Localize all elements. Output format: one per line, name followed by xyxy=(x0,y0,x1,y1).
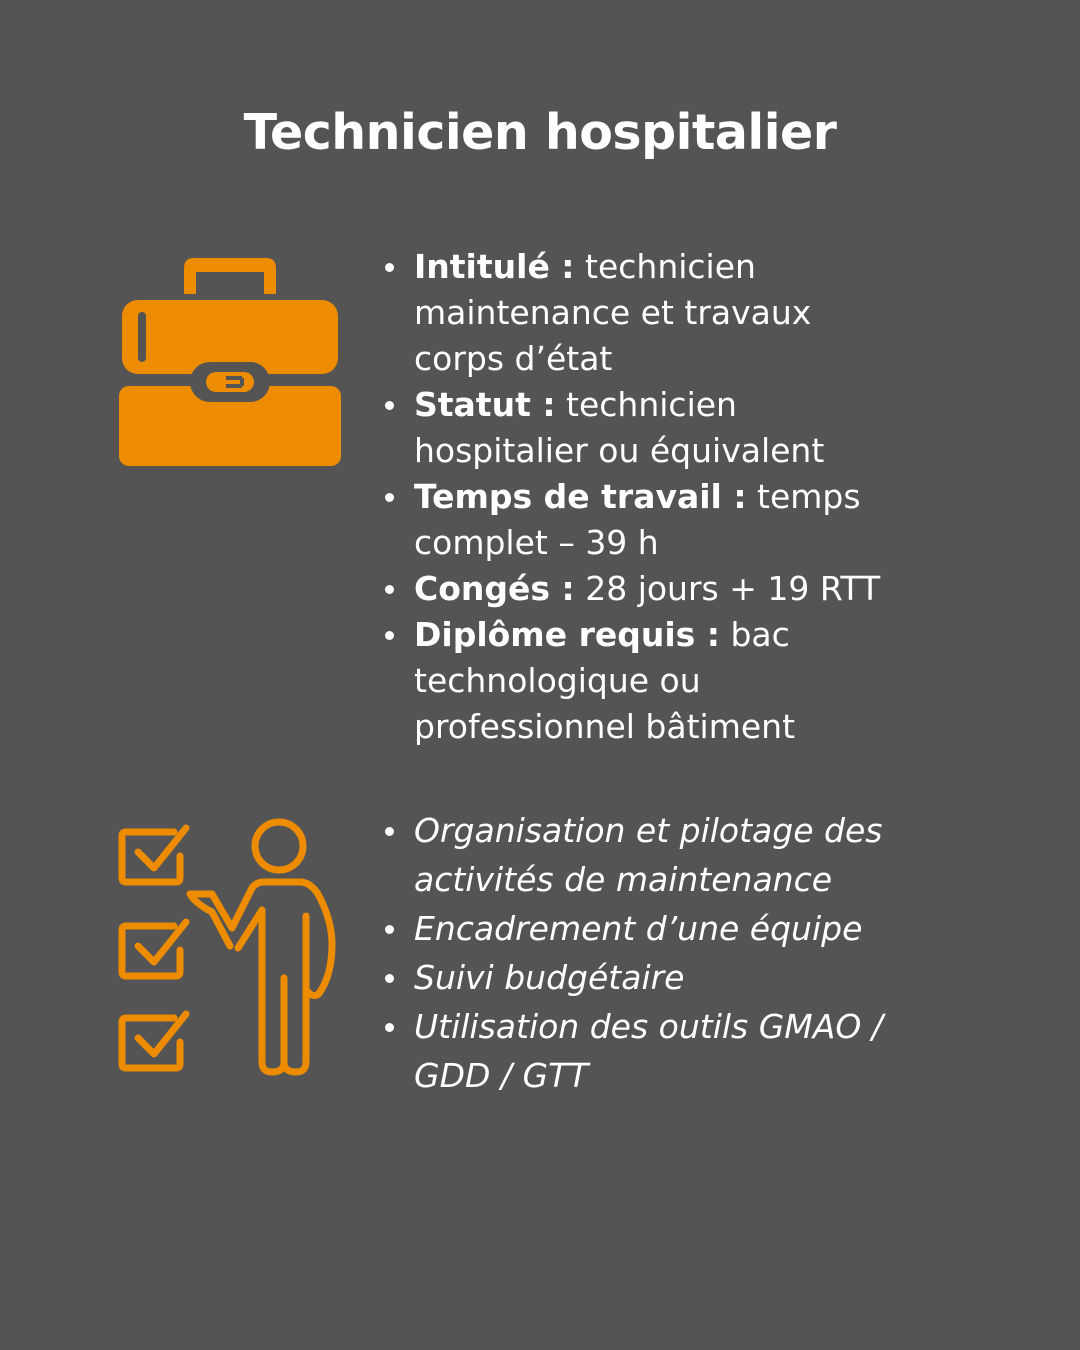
item-value: technicien maintenance et travaux corps d’état xyxy=(414,247,812,378)
list-item xyxy=(380,474,900,566)
list-item xyxy=(380,244,900,382)
item-label: Intitulé : xyxy=(414,247,575,286)
page-title: Technicien hospitalier xyxy=(243,104,837,161)
item-value: 28 jours + 19 RTT xyxy=(585,569,881,608)
list-item xyxy=(380,566,900,612)
presenter-checklist-icon xyxy=(116,816,340,1080)
item-label: Diplôme requis : xyxy=(414,615,720,654)
job-info-list xyxy=(380,244,900,750)
list-item xyxy=(380,382,900,474)
item-value: temps complet – 39 h xyxy=(414,477,861,562)
item-value: technicien hospitalier ou équivalent xyxy=(414,385,825,470)
briefcase-icon xyxy=(118,254,342,468)
item-label: Statut : xyxy=(414,385,556,424)
item-label: Congés : xyxy=(414,569,575,608)
list-item: Organisation et pilotage des activités de maintenance xyxy=(380,806,950,904)
skills-list xyxy=(380,806,950,1100)
list-item: Suivi budgétaire xyxy=(380,953,950,1002)
list-item: Utilisation des outils GMAO / GDD / GTT xyxy=(380,1002,950,1100)
item-value: bac technologique ou professionnel bâtiment xyxy=(414,615,796,746)
list-item: Encadrement d’une équipe xyxy=(380,904,950,953)
item-label: Temps de travail : xyxy=(414,477,747,516)
list-item xyxy=(380,612,900,750)
